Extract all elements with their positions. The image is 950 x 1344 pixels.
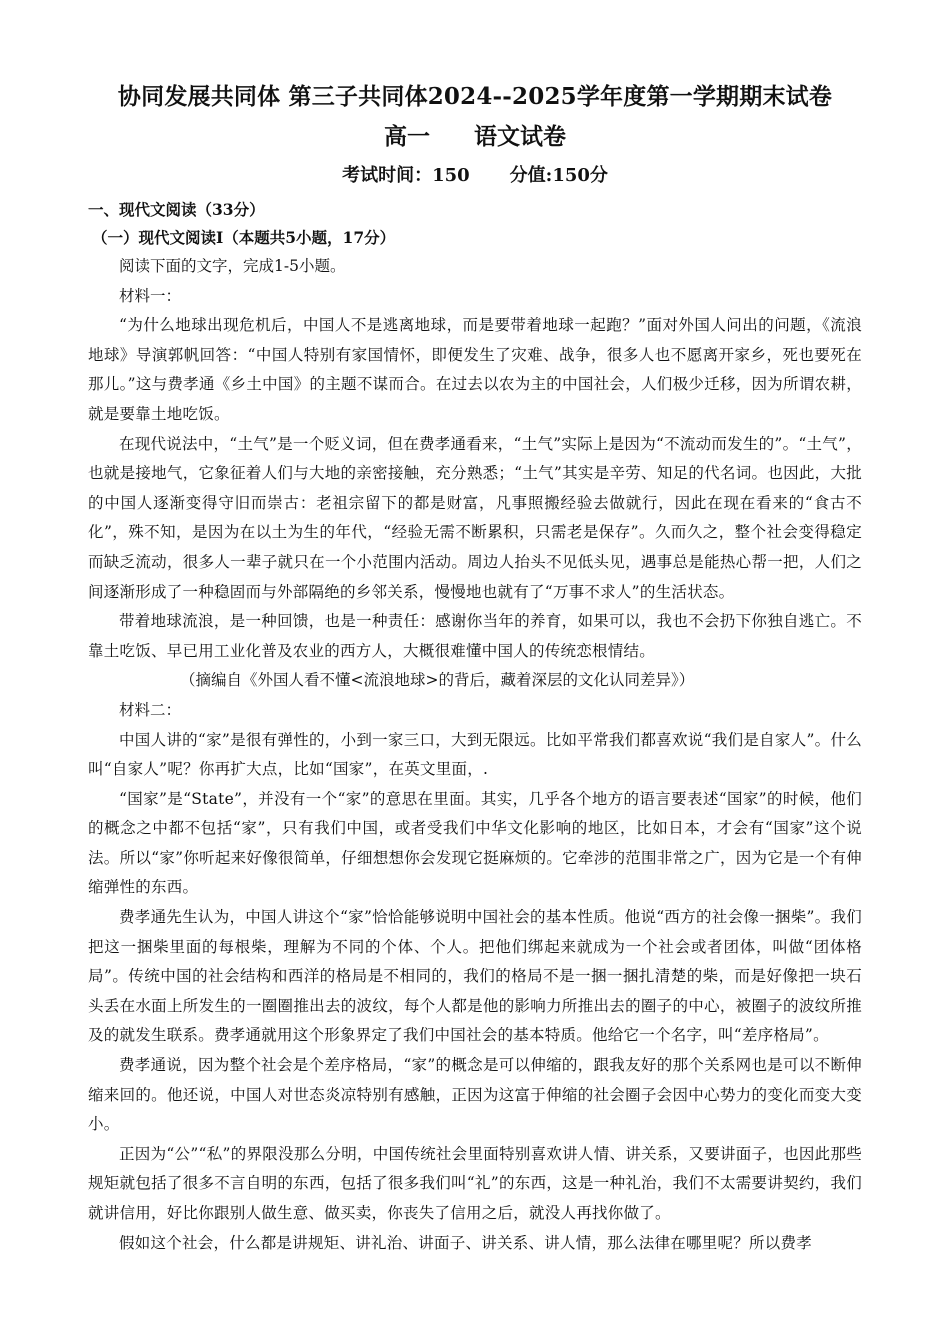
material-two-label: 材料二： [119, 700, 182, 719]
exam-info [88, 162, 862, 190]
exam-score: 分值:150分 [509, 165, 608, 186]
material-two-paragraph: “国家”是“State”，并没有一个“家”的意思在里面。其实，几乎各个地方的语言要表述“国家”的时候，他们的概念之中都不包括“家”，只有我们中国，或者受我们中华文化影响的地区，比如日本，才会有“国家”这个说法。所以“家”你听起来好像很简单，仔细想想你会发现它挺麻烦的。它牵涉的范围非常之广，因为它是一个有伸缩弹性的东西。 [88, 789, 862, 897]
material-one-source: （摘编自《外国人看不懂<流浪地球>的背后，藏着深层的文化认同差异》） [180, 671, 695, 690]
material-two-paragraph: 中国人讲的“家”是很有弹性的，小到一家三口，大到无限远。比如平常我们都喜欢说“我们是自家人”。什么叫“自家人”呢？你再扩大点，比如“国家”，在英文里面，. [88, 730, 862, 779]
subsection-heading: （一）现代文阅读Ⅰ（本题共5小题，17分） [92, 228, 396, 247]
exam-time: 考试时间：150 [342, 165, 470, 186]
exam-subtitle [88, 120, 862, 154]
subject-label: 语文试卷 [474, 123, 566, 150]
material-one-paragraph: 带着地球流浪，是一种回馈，也是一种责任：感谢你当年的养育，如果可以，我也不会扔下你独自逃亡。不靠土吃饭、早已用工业化普及农业的西方人，大概很难懂中国人的传统恋根情结。 [88, 612, 862, 660]
material-two-paragraph: 费孝通先生认为，中国人讲这个“家”恰恰能够说明中国社会的基本性质。他说“西方的社会像一捆柴”。我们把这一捆柴里面的每根柴，理解为不同的个体、个人。把他们绑起来就成为一个社会或者团体，叫做“团体格局”。传统中国的社会结构和西洋的格局是不相同的，我们的格局不是一捆一捆扎清楚的柴，而是好像把一块石头丢在水面上所发生的一圈圈推出去的波纹，每个人都是他的影响力所推出去的圈子的中心，被圈子的波纹所推及的就发生联系。费孝通就用这个形象界定了我们中国社会的基本特质。他给它一个名字，叫“差序格局”。 [88, 908, 862, 1045]
exam-title: 协同发展共同体 第三子共同体2024--2025学年度第一学期期末试卷 [117, 83, 833, 110]
material-two-paragraph: 正因为“公”“私”的界限没那么分明，中国传统社会里面特别喜欢讲人情、讲关系，又要讲面子，也因此那些规矩就包括了很多不言自明的东西，包括了很多我们叫“礼”的东西，这是一种礼治，我们不太需要讲契约，我们就讲信用，好比你跟别人做生意、做买卖，你丧失了信用之后，就没人再找你做了。 [88, 1144, 862, 1222]
material-two-paragraph: 费孝通说，因为整个社会是个差序格局，“家”的概念是可以伸缩的，跟我友好的那个关系网也是可以不断伸缩来回的。他还说，中国人对世态炎凉特别有感触，正因为这富于伸缩的社会圈子会因中心势力的变化而变大变小。 [88, 1056, 862, 1134]
material-one-paragraph: “为什么地球出现危机后，中国人不是逃离地球，而是要带着地球一起跑？”面对外国人问出的问题，《流浪地球》导演郭帆回答：“中国人特别有家国情怀，即便发生了灾难、战争，很多人也不愿离开家乡，死也要死在那儿。”这与费孝通《乡土中国》的主题不谋而合。在过去以农为主的中国社会，人们极少迁移，因为所谓农耕，就是要靠土地吃饭。 [88, 316, 862, 423]
reading-instruction: 阅读下面的文字，完成1-5小题。 [119, 257, 346, 275]
material-one-paragraph: 在现代说法中，“土气”是一个贬义词，但在费孝通看来，“土气”实际上是因为“不流动而发生的”。“土气”，也就是接地气，它象征着人们与大地的亲密接触，充分熟悉；“土气”其实是辛劳、知足的代名词。也因此，大批的中国人逐渐变得守旧而崇古：老祖宗留下的都是财富，凡事照搬经验去做就行，因此在现在看来的“食古不化”，殊不知，是因为在以土为生的年代，“经验无需不断累积，只需老是保存”。久而久之，整个社会变得稳定而缺乏流动，很多人一辈子就只在一个小范围内活动。周边人抬头不见低头见，遇事总是能热心帮一把，人们之间逐渐形成了一种稳固而与外部隔绝的乡邻关系，慢慢地也就有了“万事不求人”的生活状态。 [88, 434, 862, 601]
section-heading: 一、现代文阅读（33分） [88, 200, 265, 219]
material-one-label: 材料一： [119, 286, 182, 305]
grade-label: 高一 [384, 123, 430, 150]
material-two-paragraph: 假如这个社会，什么都是讲规矩、讲礼治、讲面子、讲关系、讲人情，那么法律在哪里呢？所以费孝 [119, 1233, 813, 1252]
